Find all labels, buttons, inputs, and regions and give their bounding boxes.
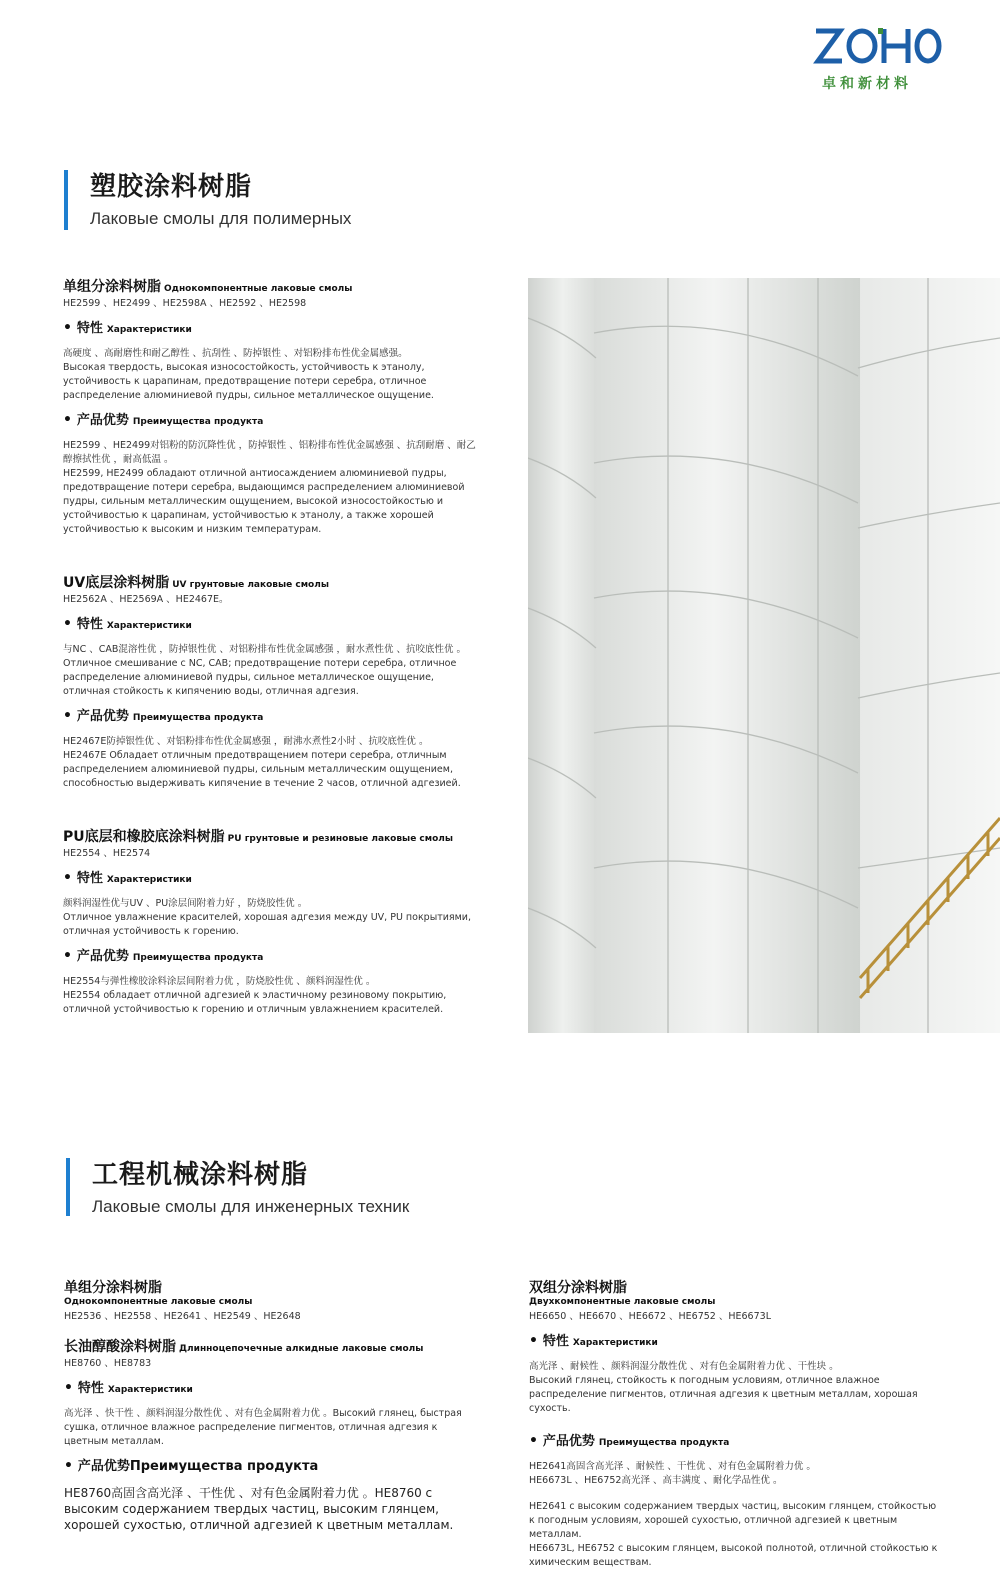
features-heading: • 特性 Характеристики bbox=[63, 320, 192, 336]
features-label-cn: 特性 bbox=[77, 1381, 104, 1396]
product-name-ru: Однокомпонентные лаковые смолы bbox=[64, 1297, 253, 1307]
features-text: 高光泽 、耐候性 、颜料润湿分散性优 、对有色金属附着力优 、干性块 。 Высокий глянец, стойкость к погодным условиям, отличное влажное распределение пигментов, отличная адгезия к цветным металлам, хорошая сухость. bbox=[529, 1361, 918, 1414]
product-name-cn: 双组分涂料树脂 bbox=[529, 1280, 627, 1296]
zoho-logo bbox=[812, 26, 942, 66]
product-name-cn: 单组分涂料树脂 bbox=[64, 1280, 162, 1296]
features-label-cn: 特性 bbox=[76, 617, 103, 632]
section1-title: 塑胶涂料树脂 bbox=[90, 172, 253, 202]
advantages-text-ru: HE2641 с высоким содержанием твердых частиц, высоким глянцем, стойкостью к погодным условиям, хорошей сухостью, отличной адгезией к цветным металлам. HE6673L, HE6752 с высоким глянцем, высокой полнотой, отличной стойкостью к химическим веществам. bbox=[529, 1501, 938, 1568]
section-accent-bar bbox=[64, 170, 68, 230]
section1-subtitle: Лаковые смолы для полимерных bbox=[90, 209, 352, 228]
product-name-cn: 长油醇酸涂料树脂 bbox=[64, 1339, 176, 1355]
features-label-ru: Характеристики bbox=[107, 1385, 193, 1395]
features-heading: • 特性 Характеристики bbox=[63, 616, 192, 632]
product-name-ru: Двухкомпонентные лаковые смолы bbox=[529, 1297, 716, 1307]
brand-name-cn: 卓和新材料 bbox=[822, 76, 912, 92]
product-codes: HE6650 、HE6670 、HE6672 、HE6752 、HE6673L bbox=[529, 1311, 771, 1322]
product-block bbox=[63, 576, 483, 795]
section2-title: 工程机械涂料树脂 bbox=[92, 1160, 309, 1190]
advantages-heading: • 产品优势 Преимущества продукта bbox=[63, 948, 264, 964]
features-text: 与NC 、CAB混溶性优 ，防掉银性优 、对铝粉排布性优金属感强 ，耐水煮性优 、抗咬底性优 。 Отличное смешивание с NC, CAB; предотвращение потери серебра, отличное распределение алюминиевой пудры, сильное металлическое ощущение, отличная стойкость к кипячению воды, отличная адгезия. bbox=[63, 644, 467, 697]
product-codes: HE2562A 、HE2569A 、HE2467E。 bbox=[63, 594, 229, 605]
features-text: 高光泽 、快干性 、颜料润湿分散性优 、对有色金属附着力优 。Высокий глянец, быстрая сушка, отличное влажное распределение пигментов, отличная адгезия к цветным металлам. bbox=[64, 1408, 462, 1447]
product-name-ru: PU грунтовые и резиновые лаковые смолы bbox=[227, 834, 454, 844]
product-block bbox=[64, 1281, 464, 1533]
product-name-ru: Однокомпонентные лаковые смолы bbox=[164, 284, 353, 294]
advantages-heading: • 产品优势 Преимущества продукта bbox=[63, 708, 264, 724]
advantages-label-cn: 产品优势 bbox=[76, 949, 129, 964]
advantages-label-cn: 产品优势 bbox=[76, 413, 129, 428]
advantages-heading: • 产品优势Преимущества продукта bbox=[64, 1458, 319, 1474]
advantages-label-ru: Преимущества продукта bbox=[132, 417, 264, 427]
section2-subtitle: Лаковые смолы для инженерных техник bbox=[92, 1197, 410, 1216]
features-label-cn: 特性 bbox=[76, 321, 103, 336]
advantages-label-cn: 产品优势 bbox=[542, 1434, 595, 1449]
advantages-text-cn: HE2641高固含高光泽 、耐候性 、干性优 、对有色金属附着力优 。 HE6673L 、HE6752高光泽 、高丰满度 、耐化学品性优 。 bbox=[529, 1461, 816, 1486]
features-label-ru: Характеристики bbox=[106, 875, 192, 885]
features-text: 高硬度 、高耐磨性和耐乙醇性 、抗刮性 、防掉银性 、对铝粉排布性优金属感强。 Высокая твердость, высокая износостойкость, устойчивость к этанолу, устойчивость к царапинам, предотвращение потери серебра, отличное распределение алюминиевой пудры, сильное металлическое ощущение. bbox=[63, 348, 434, 401]
product-name-ru: UV грунтовые лаковые смолы bbox=[172, 580, 329, 590]
advantages-label: 产品优势Преимущества продукта bbox=[77, 1459, 319, 1474]
silo-photo bbox=[528, 278, 1000, 1033]
advantages-label-ru: Преимущества продукта bbox=[132, 953, 264, 963]
features-heading: • 特性 Характеристики bbox=[63, 870, 192, 886]
product-name-cn: PU底层和橡胶底涂料树脂 bbox=[63, 829, 225, 845]
advantages-text: HE2554与弹性橡胶涂料涂层间附着力优 ，防烧胶性优 、颜料润湿性优 。 HE2554 обладает отличной адгезией к эластичному резиновому покрытию, отличной устойчивостью к горению и отличным увлажнением красителей. bbox=[63, 976, 447, 1015]
product-name-cn: 单组分涂料树脂 bbox=[63, 279, 161, 295]
product-codes: HE8760 、HE8783 bbox=[64, 1358, 152, 1369]
advantages-heading: • 产品优势 Преимущества продукта bbox=[63, 412, 264, 428]
features-heading: • 特性 Характеристики bbox=[64, 1380, 193, 1396]
product-name-ru: Длинноцепочечные алкидные лаковые смолы bbox=[179, 1344, 424, 1354]
features-label-ru: Характеристики bbox=[572, 1338, 658, 1348]
advantages-label-ru: Преимущества продукта bbox=[132, 713, 264, 723]
advantages-label-cn: 产品优势 bbox=[76, 709, 129, 724]
product-name-cn: UV底层涂料树脂 bbox=[63, 575, 170, 591]
features-label-cn: 特性 bbox=[542, 1334, 569, 1349]
features-label-ru: Характеристики bbox=[106, 621, 192, 631]
features-text: 颜料润湿性优与UV 、PU涂层间附着力好 ，防烧胶性优 。 Отличное увлажнение красителей, хорошая адгезия между UV, PU покрытиями, отличная устойчивость к горению. bbox=[63, 898, 471, 937]
product-codes: HE2599 、HE2499 、HE2598A 、HE2592 、HE2598 bbox=[63, 298, 307, 309]
product-block bbox=[63, 280, 483, 541]
section-accent-bar bbox=[66, 1158, 70, 1216]
advantages-text: HE2599 、HE2499对铝粉的防沉降性优 ，防掉银性 、铝粉排布性优金属感强 、抗刮耐磨 、耐乙醇擦拭性优 ，耐高低温 。 HE2599, HE2499 обладают отличной антиосаждением алюминиевой пудры, предотвращение потери серебра, выдающимся распределением алюминиевой пудры, сильным металлическим ощущением, высокой износостойкостью и устойчивостью к царапинам, устойчивостью к этанолу, а также хорошей устойчивостью к высоким и низким температурам. bbox=[63, 440, 476, 535]
advantages-text: HE2467E防掉银性优 、对铝粉排布性优金属感强 ，耐沸水煮性2小时 、抗咬底性优 。 HE2467E Обладает отличным предотвращением потери серебра, отличным распределением алюминиевой пудры, сильным металлическим ощущением, способностью выдерживать кипячение в течение 2 часов, отличной адгезией. bbox=[63, 736, 461, 789]
features-label-cn: 特性 bbox=[76, 871, 103, 886]
advantages-text: HE8760高固含高光泽 、干性优 、对有色金属附着力优 。HE8760 с высоким содержанием твердых частиц, высоким глянцем, хорошей сухостью, отличной адгезией к цветным металлам. bbox=[64, 1486, 454, 1532]
features-label-ru: Характеристики bbox=[106, 325, 192, 335]
features-heading: • 特性 Характеристики bbox=[529, 1333, 658, 1349]
product-block bbox=[63, 830, 483, 1021]
product-block bbox=[529, 1281, 939, 1574]
advantages-label-ru: Преимущества продукта bbox=[598, 1438, 730, 1448]
product-codes: HE2554 、HE2574 bbox=[63, 848, 151, 859]
advantages-heading: • 产品优势 Преимущества продукта bbox=[529, 1433, 730, 1449]
product-codes: HE2536 、HE2558 、HE2641 、HE2549 、HE2648 bbox=[64, 1311, 301, 1322]
